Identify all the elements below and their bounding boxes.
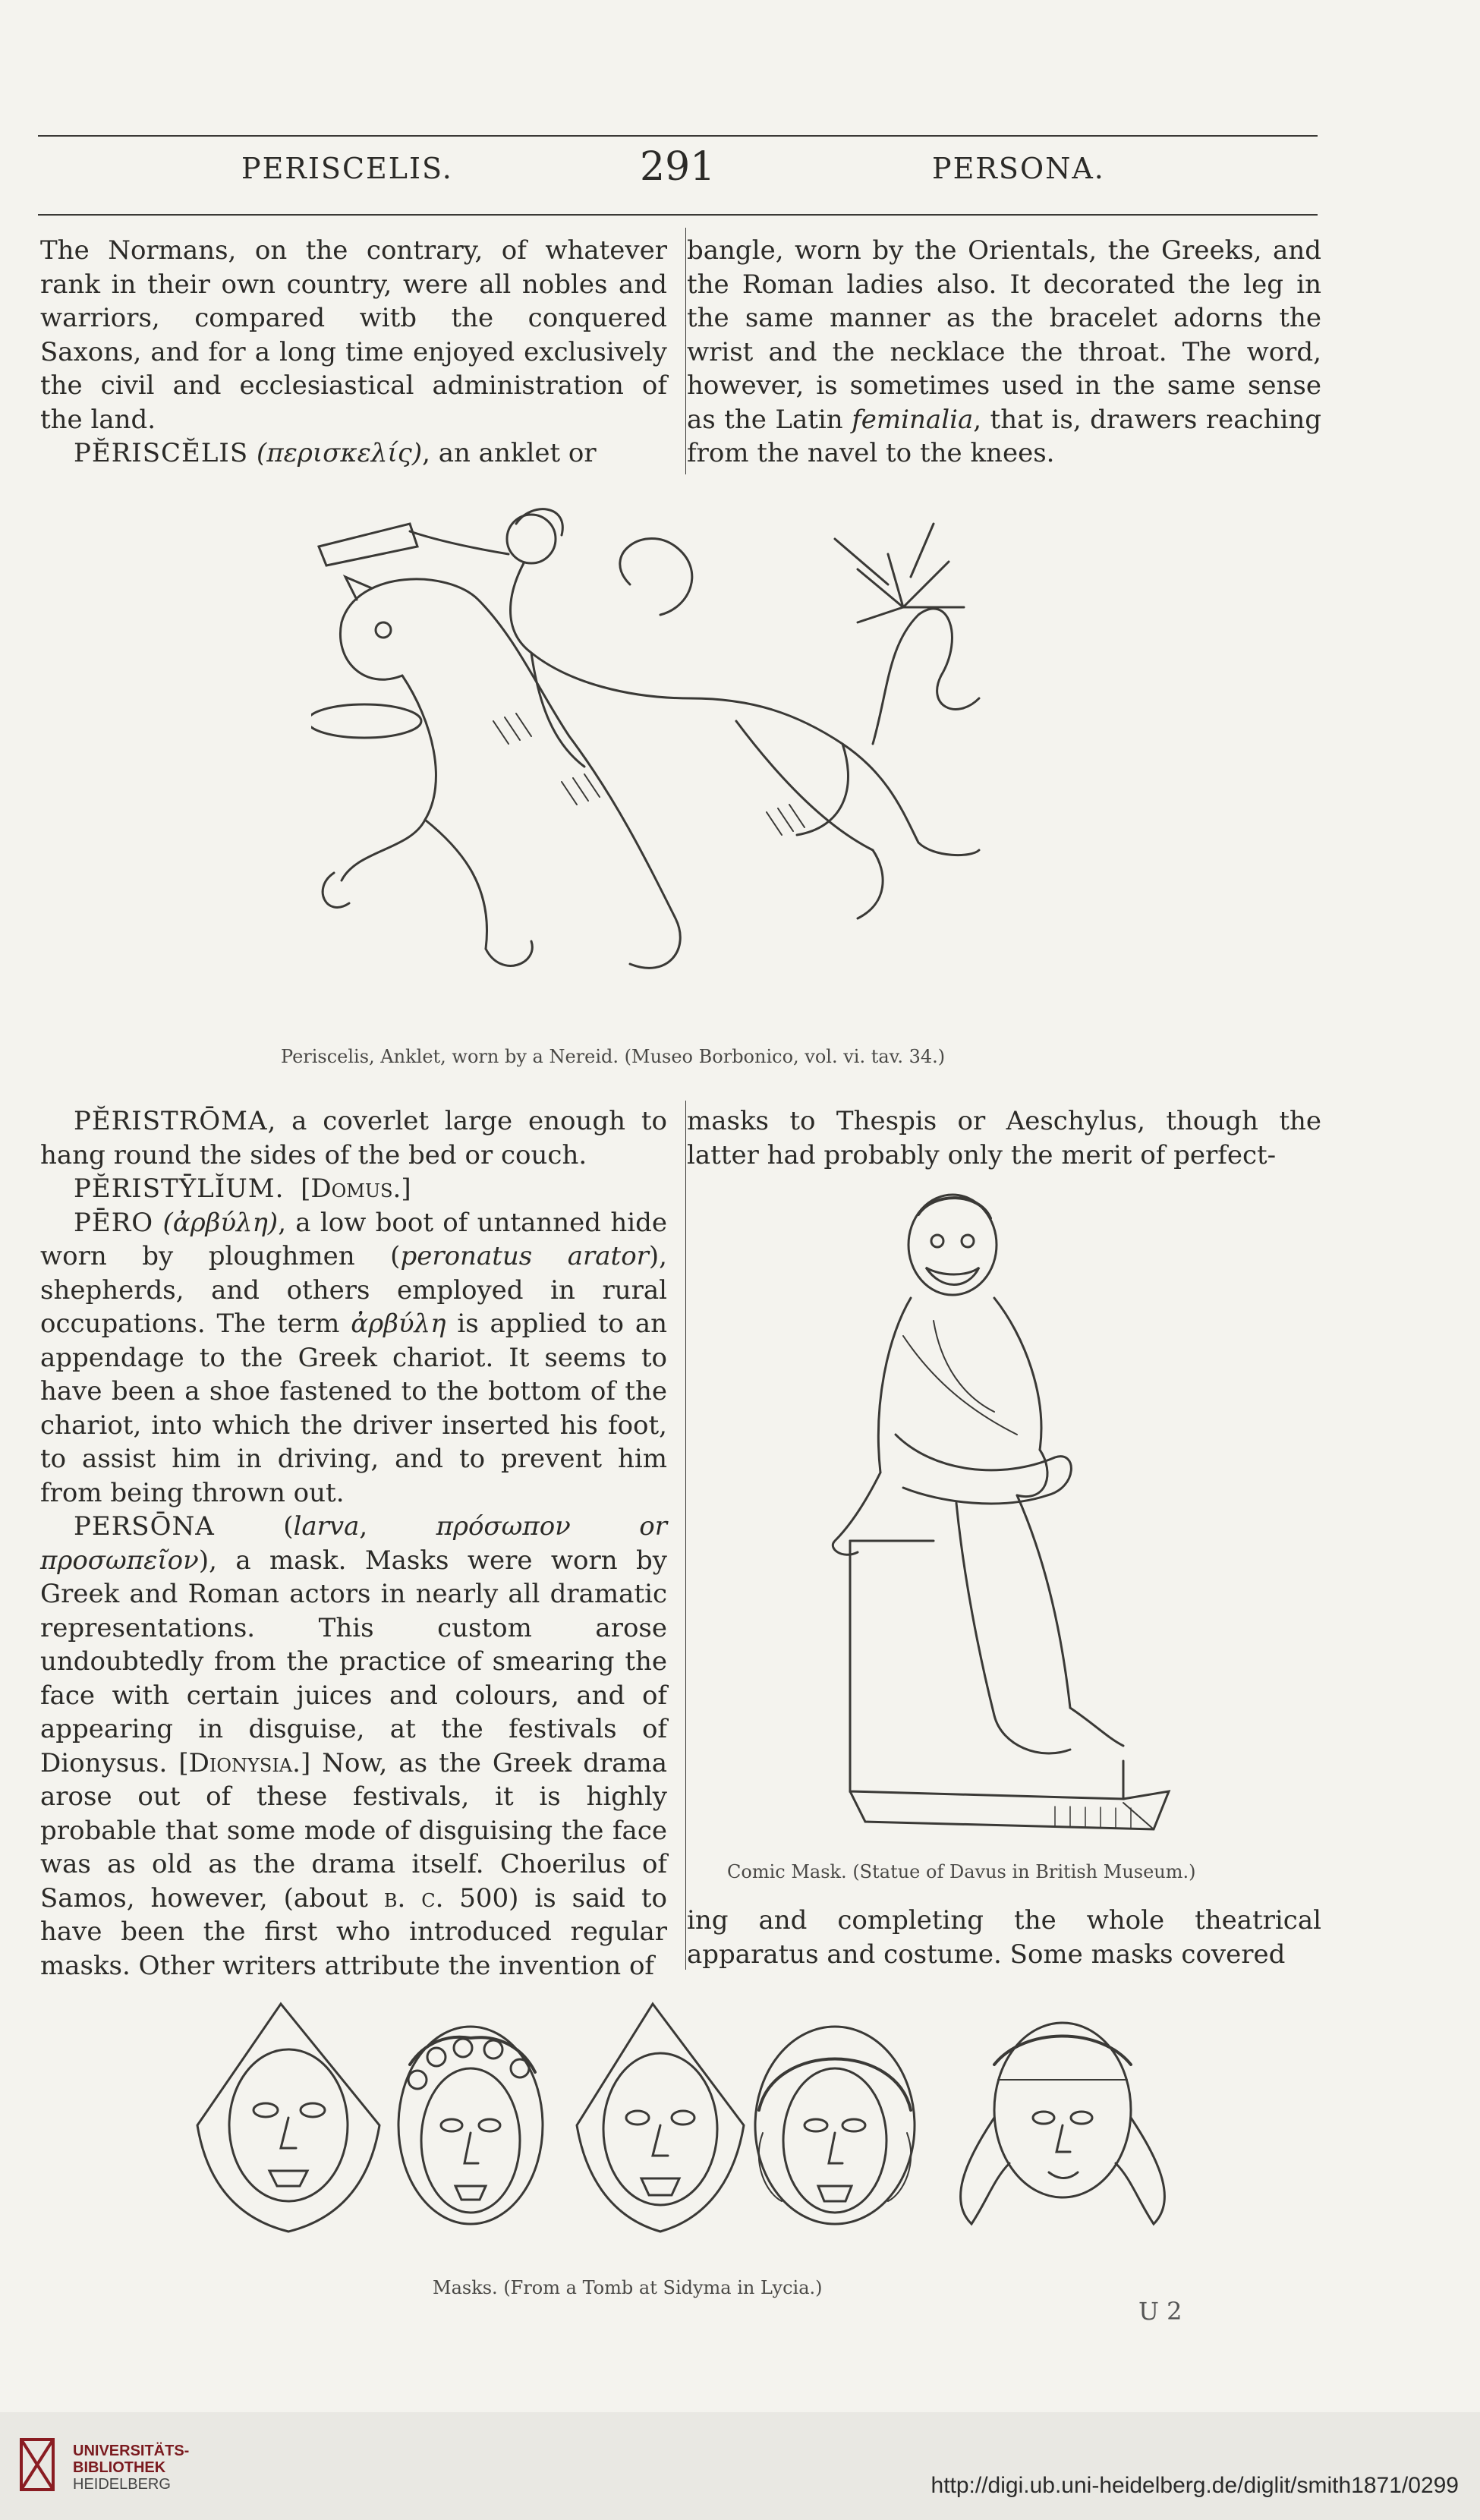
term-feminalia: feminalia — [852, 404, 974, 435]
headword-persona: PERSŌNA — [74, 1511, 215, 1542]
column-top-left — [40, 234, 667, 471]
bangle-text-a: bangle, worn by the Orientals, the Greeks, and the Roman ladies also. It decorated the leg in the same manner as the bracelet adorns the wrist and the necklace the throat. The word, however, is sometimes used in the same sense as the Latin — [687, 235, 1321, 435]
pero-text-a: , a low boot of untanned hide worn by ploughmen ( — [40, 1207, 667, 1271]
library-name-line3: HEIDELBERG — [73, 2476, 171, 2493]
library-name-line1: UNIVERSITÄTS- — [73, 2443, 190, 2459]
abbr-bc: b. c. — [383, 1882, 444, 1914]
persona-text-a: , a mask. Masks were worn by Greek and Roman actors in nearly all dramatic representations. This custom arose undoubtedly from the practice of smearing the face with certain juices and colours, and of appearing in disguise, at the festivals of Dionysus. — [40, 1545, 667, 1778]
term-larva: larva — [293, 1511, 360, 1542]
periscelis-text: , an anklet or — [422, 438, 597, 468]
source-url-link[interactable]: http://digi.ub.uni-heidelberg.de/diglit/smith1871/0299 — [931, 2473, 1459, 2498]
crossref-dionysia: [Dionysia.] — [178, 1747, 311, 1778]
crossref-domus: [Domus.] — [301, 1173, 411, 1204]
headword-periscelis: PĔRISCĔLIS — [74, 438, 249, 468]
entry-peristroma — [40, 1104, 667, 1172]
column-divider-top — [685, 228, 686, 474]
paragraph-normans: The Normans, on the contrary, of whatever rank in their own country, were all nobles and warriors, compared witb the conquered Saxons, and for a long time enjoyed exclusively the civil and ecclesiastical administration of the land. — [40, 235, 667, 435]
figure2-caption: Comic Mask. (Statue of Davus in British Museum.) — [727, 1861, 1196, 1882]
pero-text-c: is applied to an appendage to the Greek chariot. It seems to have been a shoe fastened to the bottom of the chariot, into which the driver inserted his foot, to assist him in driving, and to prevent him from being thrown out. — [40, 1309, 667, 1508]
mask-2-icon — [398, 2027, 543, 2224]
headword-peristylium: PĔRISTȲLĬUM. — [74, 1173, 285, 1204]
figure-nereid-illustration — [311, 493, 1070, 1025]
entry-peristylium — [40, 1172, 667, 1206]
header-bottom-rule — [38, 214, 1318, 216]
bangle-text-b: , that is, drawers reaching from the navel to the knees. — [687, 404, 1321, 468]
term-peronatus-arator: peronatus arator — [400, 1241, 649, 1271]
figure-comic-mask-statue — [820, 1184, 1199, 1860]
mask-4-icon — [755, 2027, 915, 2224]
entry-persona: PERSŌNA (larva, πρόσωπον or προσωπεῖον), a mask. Masks were worn by Greek and Roman actors in nearly all dramatic representations. This custom arose undoubtedly from the practice of smearing the face with certain juices and colours, and of appearing in disguise, at the festivals of Dionysus. [Dionysia.] Now, as the Greek drama arose out of these festivals, it is highly probable that some mode of disguising the face was as old as the drama itself. Choerilus of Samos, however, (about b. c. 500) is said to have been the first who introduced regular masks. Other writers attribute the invention of — [40, 1511, 667, 1981]
library-logo-icon — [17, 2432, 59, 2497]
column-middle-left — [40, 1104, 667, 1983]
persona-text-b: Now, as the Greek drama arose out of these festivals, it is highly probable that some mode of disguising the face was as old as the drama itself. Choerilus of Samos, however, (about — [40, 1747, 667, 1914]
pero-text-b: ), shepherds, and others employed in rural occupations. The term — [40, 1241, 667, 1339]
figure1-caption: Periscelis, Anklet, worn by a Nereid. (Museo Borbonico, vol. vi. tav. 34.) — [281, 1046, 946, 1067]
mask-1-icon — [197, 2004, 379, 2232]
digitization-footer — [0, 2412, 1480, 2520]
header-top-rule — [38, 135, 1318, 137]
page-number: 291 — [640, 144, 716, 190]
mask-5-icon — [961, 2023, 1165, 2224]
paragraph-completing: ing and completing the whole theatrical apparatus and costume. Some masks covered — [687, 1905, 1321, 1970]
column-divider-middle — [685, 1101, 686, 1970]
greek-periskelis: (περισκελίς) — [256, 438, 423, 468]
column-middle-right-top — [687, 1104, 1321, 1172]
library-name-line2: BIBLIOTHEK — [73, 2459, 166, 2476]
headword-peristroma: PĔRISTRŌMA — [74, 1106, 268, 1136]
greek-arbyle-2: ἀρβύλη — [351, 1309, 446, 1339]
figure-masks-row — [182, 1996, 1214, 2254]
persona-text-c: 500) is said to have been the first who introduced regular masks. Other writers attribute the invention of — [40, 1882, 667, 1981]
entry-periscelis-start — [40, 436, 667, 471]
paragraph-bangle — [687, 234, 1321, 471]
library-name — [73, 2443, 189, 2493]
column-top-right — [687, 234, 1321, 471]
greek-prosopon: πρόσωπον or προσωπεῖον — [40, 1511, 667, 1576]
running-head-right: PERSONA. — [932, 152, 1105, 185]
mask-3-icon — [577, 2004, 744, 2232]
peristroma-text: , a coverlet large enough to hang round the sides of the bed or couch. — [40, 1106, 667, 1170]
running-head-left: PERISCELIS. — [241, 152, 453, 185]
signature-mark: U 2 — [1138, 2297, 1182, 2326]
entry-pero — [40, 1206, 667, 1510]
column-middle-right-bottom — [687, 1904, 1321, 1971]
paragraph-masks-thespis: masks to Thespis or Aeschylus, though the latter had probably only the merit of perfect- — [687, 1106, 1321, 1170]
headword-pero: PĒRO — [74, 1207, 154, 1238]
greek-arbyle: (ἀρβύλη) — [162, 1207, 279, 1238]
figure3-caption: Masks. (From a Tomb at Sidyma in Lycia.) — [433, 2277, 823, 2298]
